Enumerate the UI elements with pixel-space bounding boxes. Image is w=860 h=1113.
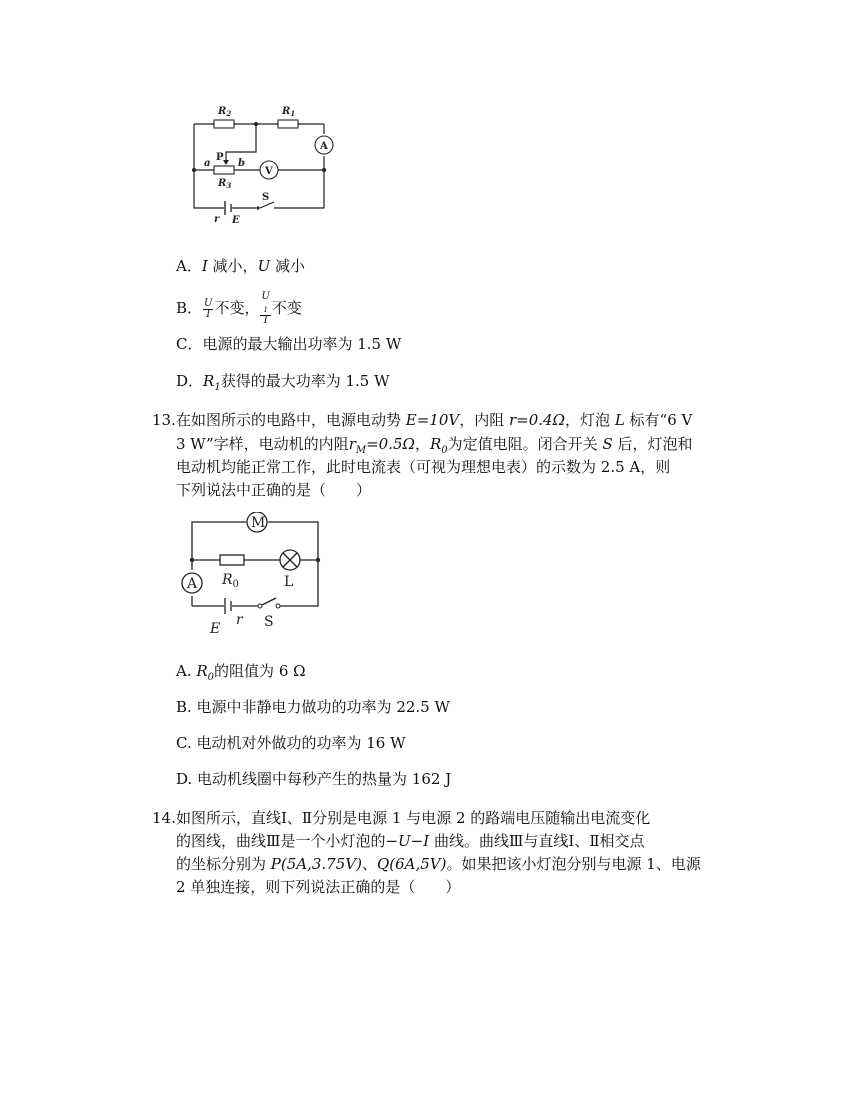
- b-label: b: [238, 158, 245, 169]
- circuit-diagram-2: [176, 512, 324, 636]
- a-label: a: [204, 158, 211, 169]
- r1-label: $R_1$: [282, 106, 296, 118]
- q13-option-c: C. 电动机对外做功的功率为 16 W: [176, 734, 406, 752]
- q14-line-2: 的图线，曲线Ⅲ是一个小灯泡的−U−I 曲线。曲线Ⅲ与直线Ⅰ、Ⅱ相交点: [176, 832, 645, 850]
- switch-label-2: S: [264, 614, 274, 630]
- p-label: P: [216, 152, 224, 163]
- q13-line-4: 下列说法中正确的是（ ）: [176, 481, 372, 499]
- q14-number: 14.: [152, 809, 176, 827]
- q12-option-d: D．$R_1$获得的最大功率为 1.5 W: [176, 372, 390, 393]
- q13-option-d: D. 电动机线圈中每秒产生的热量为 162 J: [176, 770, 452, 788]
- ammeter-label-2: A: [187, 576, 198, 592]
- q13-line-3: 电动机均能正常工作，此时电流表（可视为理想电表）的示数为 2.5 A，则: [176, 458, 671, 476]
- q12-option-c: C．电源的最大输出功率为 1.5 W: [176, 335, 402, 353]
- e-label: E: [232, 215, 240, 226]
- r2-label: $R_2$: [218, 106, 232, 118]
- q13-option-a: A. $R_0$的阻值为 6 Ω: [176, 662, 306, 683]
- lamp-label: L: [284, 574, 294, 590]
- q13-number: 13.: [152, 411, 176, 429]
- r-label: r: [214, 214, 220, 225]
- q14-line-3: 的坐标分别为 P(5A,3.75V)、Q(6A,5V)。如果把该小灯泡分别与电源 1、电源: [176, 855, 701, 873]
- r3-label: $R_3$: [218, 178, 232, 190]
- q13-line-2: 3 W”字样，电动机的内阻$r_M=0.5\Omega$，$R_0$为定值电阻。闭合开关 S 后，灯泡和: [176, 435, 693, 456]
- r0-label: $R_0$: [222, 572, 239, 590]
- circuit-diagram-1: [186, 98, 338, 226]
- r-label-2: r: [236, 612, 243, 628]
- q14-line-4: 2 单独连接，则下列说法正确的是（ ）: [176, 878, 461, 896]
- q13-line-1: 在如图所示的电路中，电源电动势 E=10V，内阻 r=0.4Ω，灯泡 L 标有“6 V: [176, 411, 693, 429]
- q13-option-b: B. 电源中非静电力做功的功率为 22.5 W: [176, 698, 450, 716]
- motor-label: M: [251, 515, 266, 531]
- q14-line-1: 如图所示，直线Ⅰ、Ⅱ分别是电源 1 与电源 2 的路端电压随输出电流变化: [176, 809, 651, 827]
- ammeter-label: A: [320, 141, 328, 152]
- switch-label: S: [262, 192, 270, 203]
- q12-option-b: B． $\frac{U}{I}$ 不变， U $_1$ I 不变: [176, 291, 302, 326]
- voltmeter-label: V: [265, 166, 273, 177]
- e-label-2: E: [210, 621, 221, 636]
- fraction-u1-i: U $_1$ I: [261, 291, 270, 326]
- fraction-u-i: $\frac{U}{I}$: [204, 297, 213, 320]
- q12-option-a: A．I 减小，U 减小: [176, 257, 305, 275]
